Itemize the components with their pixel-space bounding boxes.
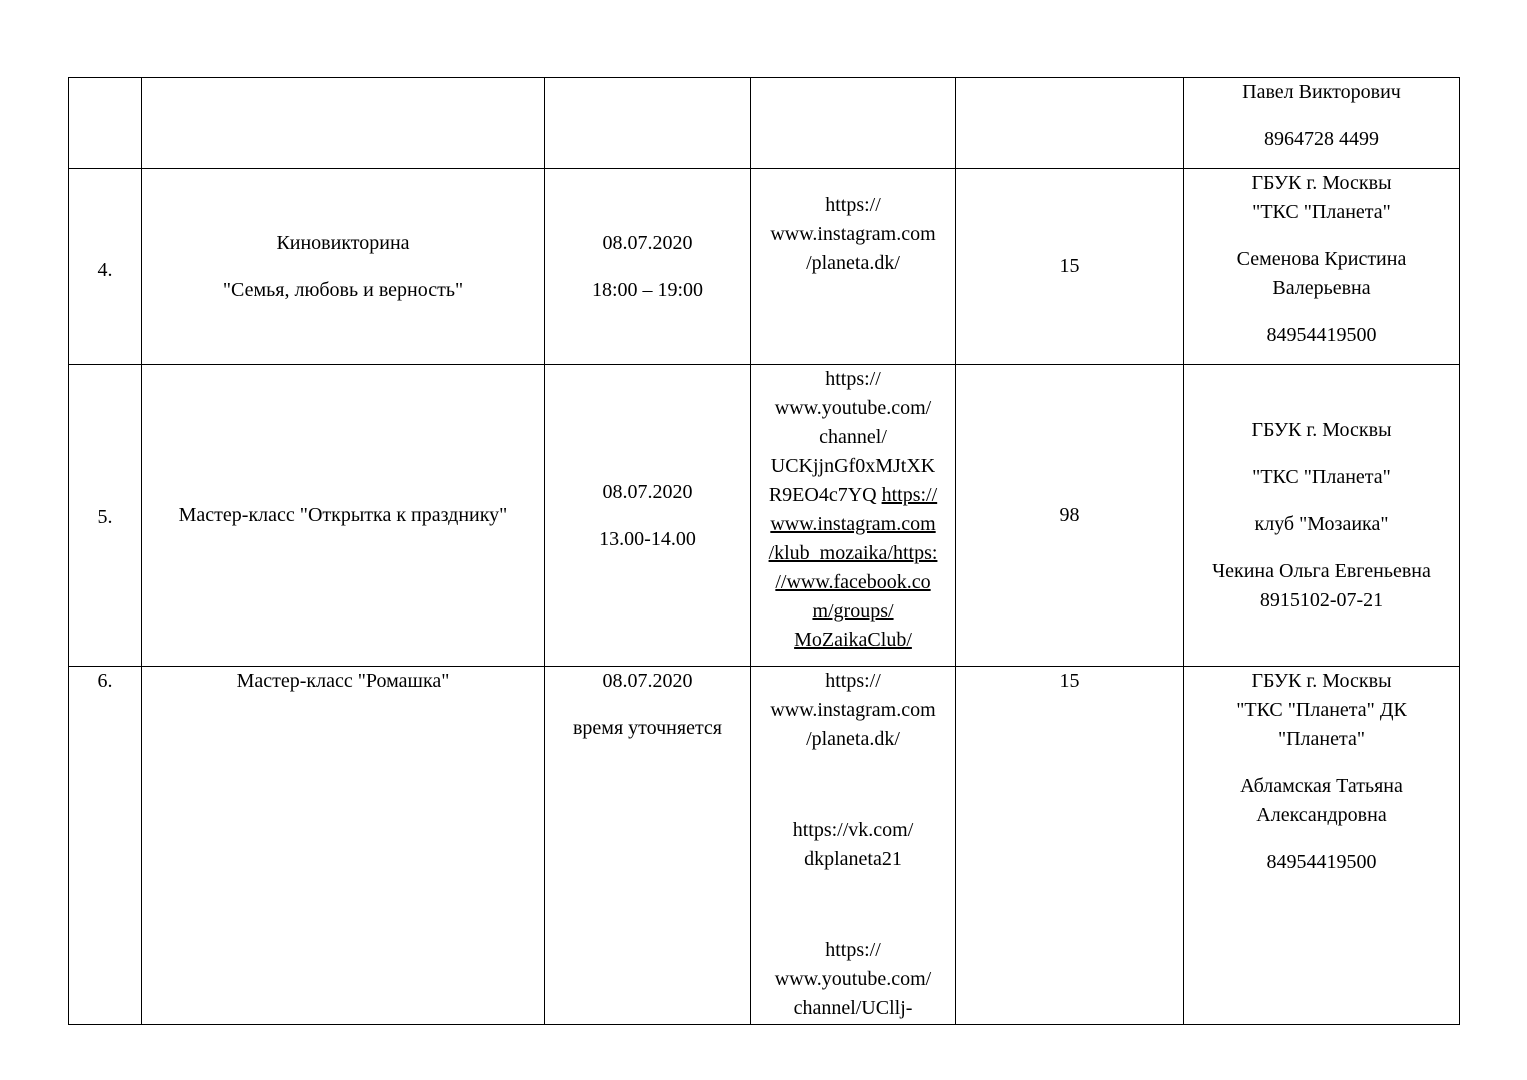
links-cell bbox=[751, 667, 956, 1025]
event-title: Мастер-класс "Ромашка" bbox=[236, 670, 450, 692]
organizer-org: ГБУК г. Москвы bbox=[1251, 670, 1392, 692]
hyperlink[interactable]: www.instagram.com bbox=[770, 513, 936, 535]
link-line[interactable]: /planeta.dk/ bbox=[806, 728, 900, 750]
organizer-name: Чекина Ольга Евгеньевна bbox=[1212, 560, 1431, 582]
organizer-org-name: "ТКС "Планета" bbox=[1252, 466, 1391, 488]
table-row bbox=[69, 169, 1460, 365]
hyperlink[interactable]: MoZaikaClub/ bbox=[794, 629, 912, 651]
row-number bbox=[69, 78, 142, 169]
hyperlink[interactable]: https:// bbox=[881, 484, 938, 506]
row-number: 6. bbox=[69, 667, 142, 1025]
row-number: 4. bbox=[69, 169, 142, 365]
event-title: Киновикторина bbox=[276, 231, 410, 254]
events-table bbox=[68, 77, 1460, 1025]
hyperlink[interactable]: m/groups/ bbox=[812, 600, 894, 622]
organizer-org: ГБУК г. Москвы bbox=[1251, 419, 1392, 441]
organizer-org-name: "ТКС "Планета" bbox=[1252, 201, 1391, 223]
organizer-phone: 8964728 4499 bbox=[1264, 128, 1379, 150]
count-cell: 15 bbox=[956, 667, 1184, 1025]
datetime-cell bbox=[545, 169, 751, 365]
link-line[interactable]: UCKjjnGf0xMJtXK bbox=[770, 455, 936, 477]
event-cell bbox=[142, 169, 545, 365]
count-cell: 15 bbox=[956, 169, 1184, 365]
organizer-cell bbox=[1184, 667, 1460, 1025]
link-text[interactable]: R9EO4c7YQ bbox=[768, 484, 877, 506]
table-row bbox=[69, 365, 1460, 667]
event-date: 08.07.2020 bbox=[602, 480, 693, 503]
organizer-name: Семенова Кристина bbox=[1236, 248, 1407, 270]
datetime-cell bbox=[545, 365, 751, 667]
count-cell: 98 bbox=[956, 365, 1184, 667]
organizer-club: клуб "Мозаика" bbox=[1254, 513, 1389, 535]
event-time: 13.00-14.00 bbox=[599, 527, 696, 550]
event-time: время уточняется bbox=[572, 717, 723, 739]
datetime-cell bbox=[545, 667, 751, 1025]
event-cell bbox=[142, 667, 545, 1025]
link-line[interactable]: https:// bbox=[825, 194, 881, 216]
link-line[interactable]: /planeta.dk/ bbox=[806, 252, 900, 274]
event-cell bbox=[142, 78, 545, 169]
organizer-org: ГБУК г. Москвы bbox=[1251, 172, 1392, 194]
count-cell bbox=[956, 78, 1184, 169]
table-row bbox=[69, 667, 1460, 1025]
organizer-name: Александровна bbox=[1256, 804, 1387, 826]
event-date: 08.07.2020 bbox=[602, 670, 693, 692]
datetime-cell bbox=[545, 78, 751, 169]
links-cell bbox=[751, 169, 956, 365]
organizer-name: Абламская Татьяна bbox=[1240, 775, 1403, 797]
event-title: Мастер-класс "Открытка к празднику" bbox=[178, 504, 508, 526]
organizer-cell bbox=[1184, 78, 1460, 169]
link-line[interactable]: channel/UCllj- bbox=[793, 997, 913, 1019]
organizer-phone: 84954419500 bbox=[1266, 851, 1377, 873]
organizer-cell bbox=[1184, 169, 1460, 365]
row-number: 5. bbox=[69, 365, 142, 667]
hyperlink[interactable]: /klub_mozaika/https: bbox=[768, 542, 938, 564]
link-line[interactable]: https:// bbox=[825, 939, 881, 961]
event-time: 18:00 – 19:00 bbox=[591, 278, 704, 301]
organizer-org-name: "ТКС "Планета" ДК bbox=[1236, 699, 1407, 721]
link-line[interactable]: https:// bbox=[825, 368, 881, 390]
organizer-name: Павел Викторович bbox=[1242, 81, 1401, 103]
link-line[interactable]: www.youtube.com/ bbox=[774, 397, 932, 419]
organizer-org-name: "Планета" bbox=[1277, 728, 1366, 750]
link-line[interactable]: dkplaneta21 bbox=[804, 848, 902, 870]
link-line[interactable]: www.youtube.com/ bbox=[774, 968, 932, 990]
event-cell bbox=[142, 365, 545, 667]
hyperlink[interactable]: //www.facebook.co bbox=[775, 571, 931, 593]
event-date: 08.07.2020 bbox=[602, 231, 693, 254]
organizer-name: Валерьевна bbox=[1272, 277, 1371, 299]
link-line[interactable]: www.instagram.com bbox=[770, 699, 936, 721]
organizer-phone: 8915102-07-21 bbox=[1259, 589, 1384, 611]
link-line[interactable] bbox=[751, 481, 955, 510]
link-line[interactable]: channel/ bbox=[819, 426, 887, 448]
organizer-phone: 84954419500 bbox=[1266, 324, 1377, 346]
event-subtitle: "Семья, любовь и верность" bbox=[222, 278, 464, 301]
link-line[interactable]: www.instagram.com bbox=[770, 223, 936, 245]
organizer-cell bbox=[1184, 365, 1460, 667]
table-row bbox=[69, 78, 1460, 169]
links-cell bbox=[751, 365, 956, 667]
link-line[interactable]: https:// bbox=[825, 670, 881, 692]
links-cell bbox=[751, 78, 956, 169]
link-line[interactable]: https://vk.com/ bbox=[792, 819, 914, 841]
